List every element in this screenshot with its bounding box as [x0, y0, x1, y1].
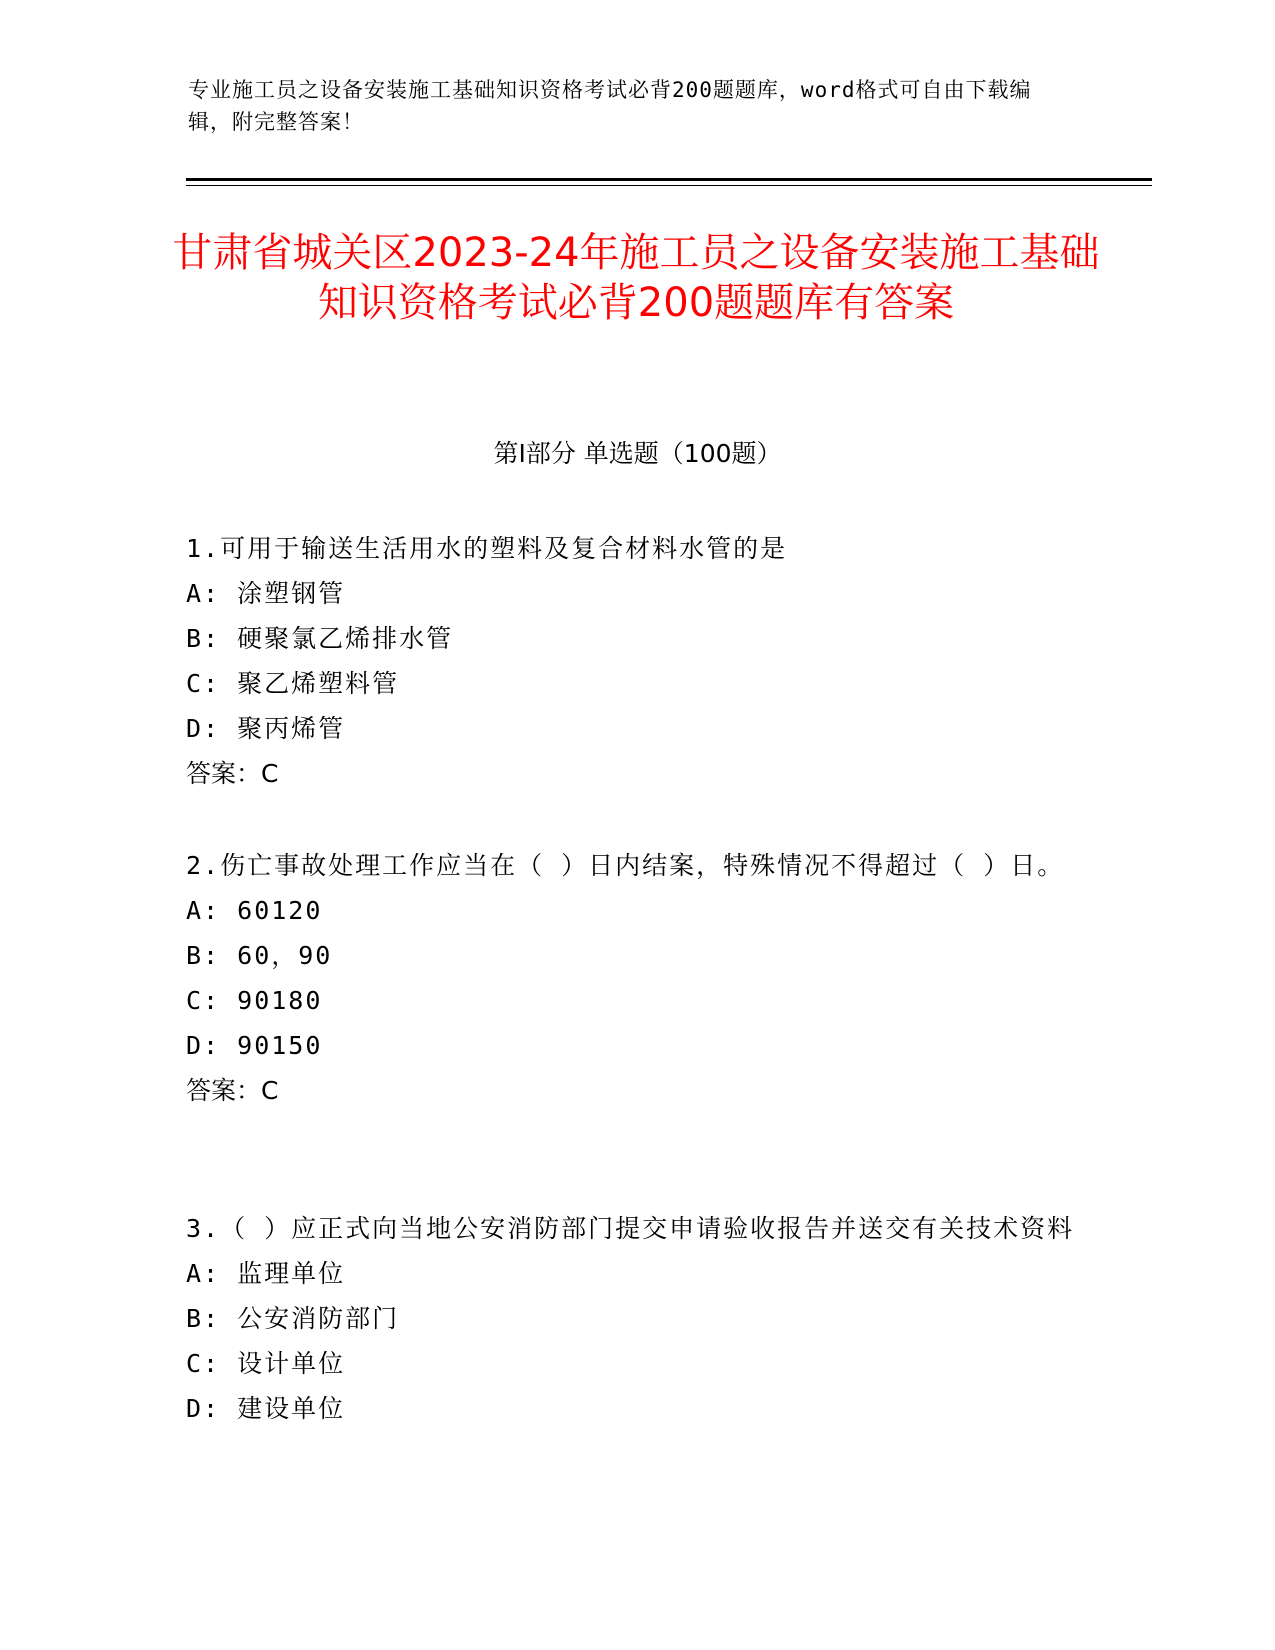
option-a: A: 涂塑钢管 [186, 579, 346, 608]
option-d: D: 建设单位 [186, 1394, 346, 1423]
option-b: B: 公安消防部门 [186, 1304, 400, 1333]
option-b: B: 60，90 [186, 941, 333, 970]
option-a: A: 监理单位 [186, 1259, 346, 1288]
question-stem: 2.伤亡事故处理工作应当在（ ）日内结案，特殊情况不得超过（ ）日。 [186, 851, 1065, 880]
header-divider-thick [186, 178, 1152, 181]
section-heading: 第I部分 单选题（100题） [493, 439, 782, 468]
document-title: 甘肃省城关区2023-24年施工员之设备安装施工基础知识资格考试必背200题题库有答案 [172, 230, 1100, 326]
option-d: D: 聚丙烯管 [186, 714, 346, 743]
question-block [186, 526, 1086, 796]
answer-line: 答案：C [186, 1076, 279, 1105]
question-stem: 1.可用于输送生活用水的塑料及复合材料水管的是 [186, 534, 788, 563]
option-b: B: 硬聚氯乙烯排水管 [186, 624, 454, 653]
option-a: A: 60120 [186, 896, 323, 925]
option-c: C: 90180 [186, 986, 323, 1015]
question-block [186, 843, 1086, 1113]
question-block [186, 1206, 1086, 1431]
option-c: C: 聚乙烯塑料管 [186, 669, 400, 698]
header-divider-thin [186, 185, 1152, 186]
header-note: 专业施工员之设备安装施工基础知识资格考试必背200题题库，word格式可自由下载编辑，附完整答案！ [188, 78, 1032, 134]
answer-line: 答案：C [186, 759, 279, 788]
option-d: D: 90150 [186, 1031, 323, 1060]
question-stem: 3.（ ）应正式向当地公安消防部门提交申请验收报告并送交有关技术资料 [186, 1214, 1075, 1243]
option-c: C: 设计单位 [186, 1349, 346, 1378]
